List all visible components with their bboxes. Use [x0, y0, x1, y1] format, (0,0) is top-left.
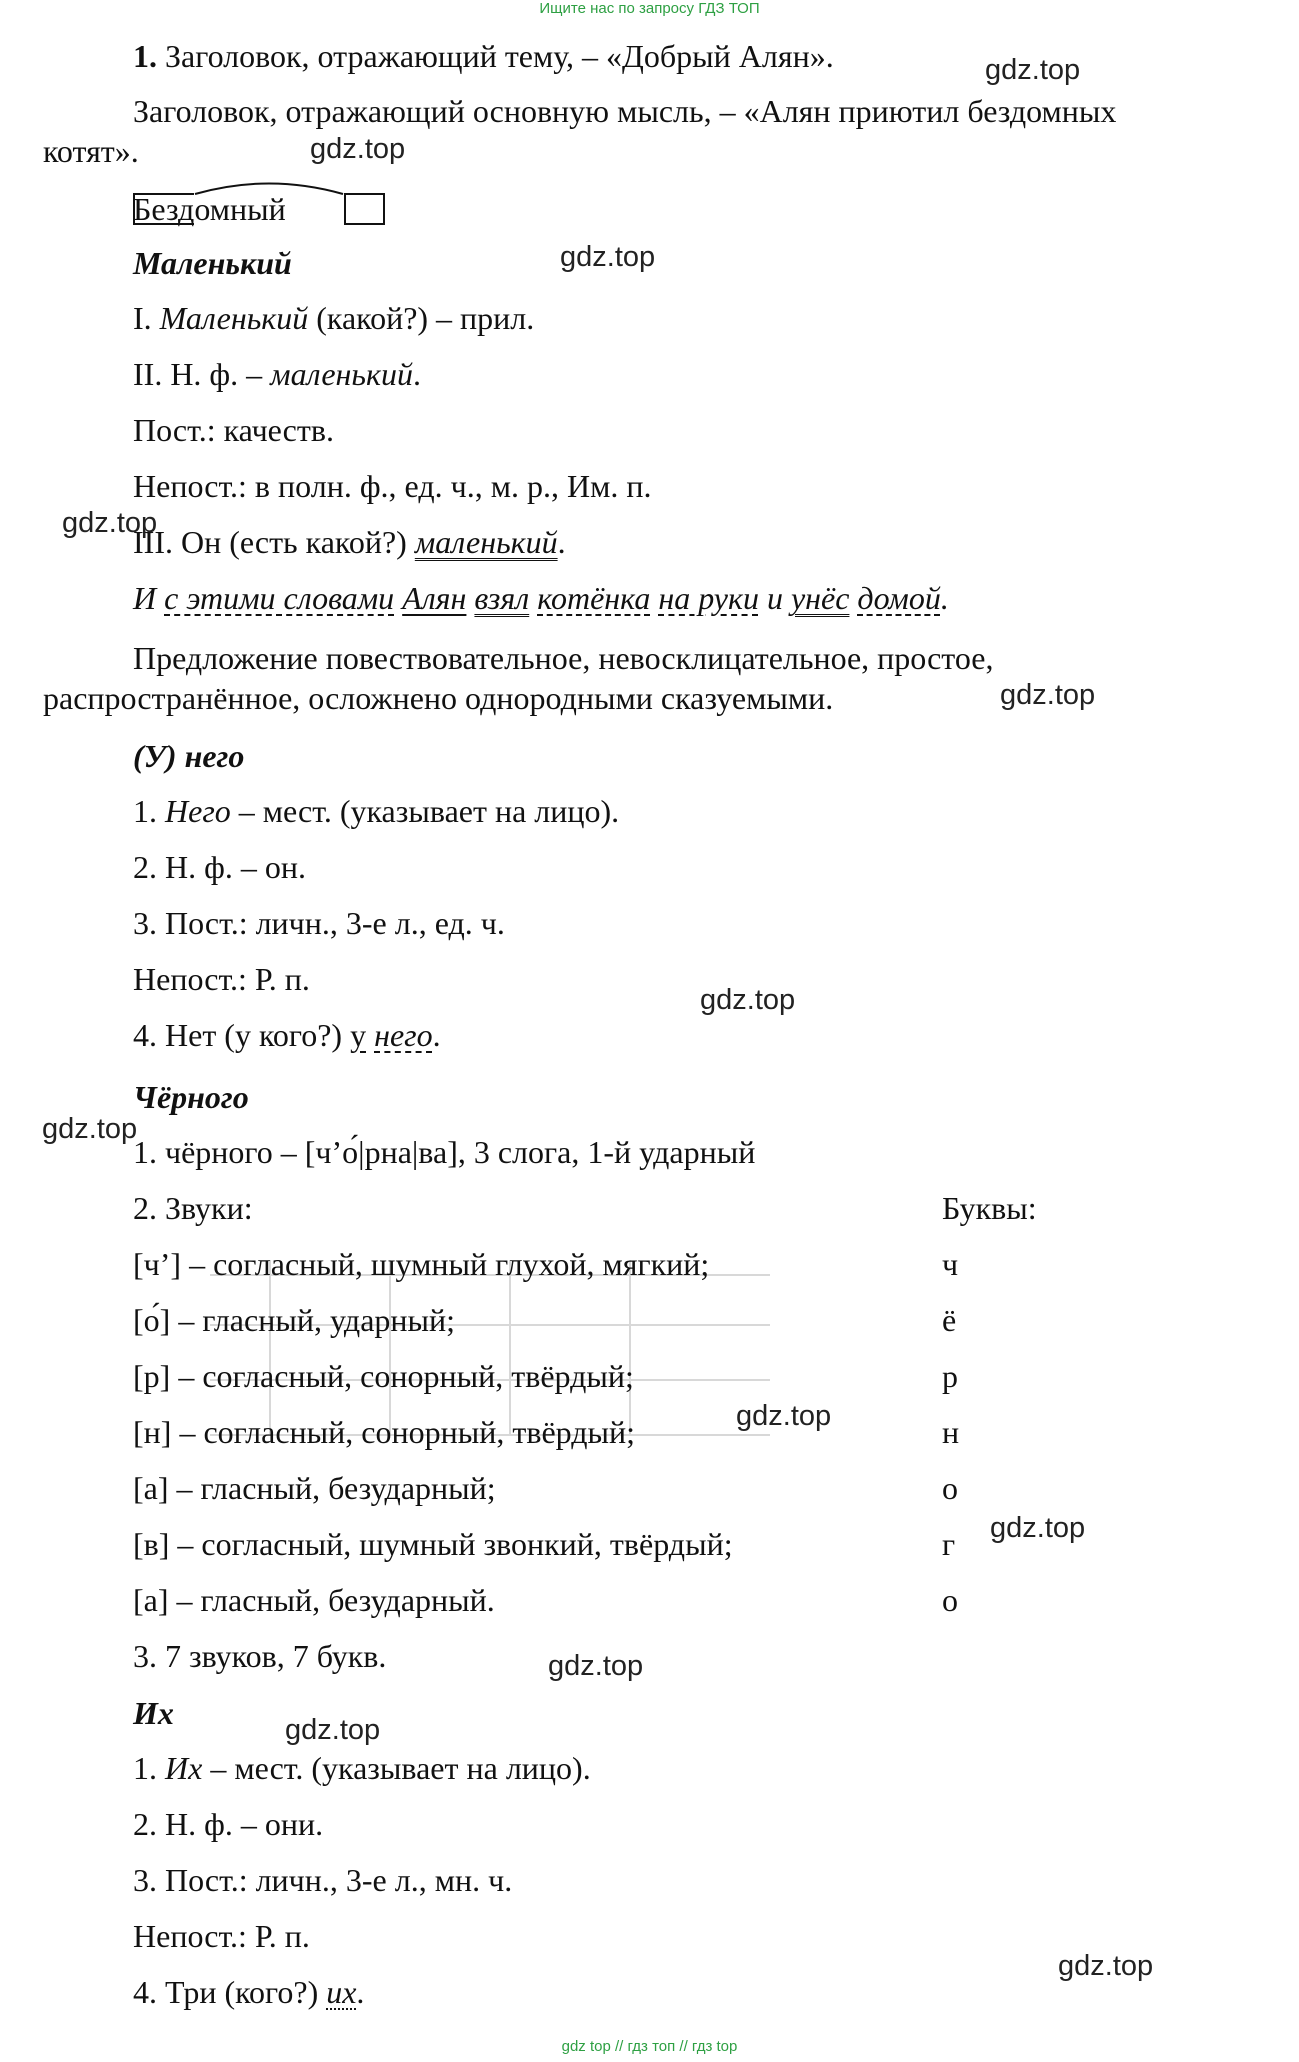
pron1-line-2: 2. Н. ф. – он. [133, 849, 306, 885]
root-arc-mark [193, 179, 345, 195]
watermark: gdz.top [310, 133, 406, 165]
pron2-line-3: 3. Пост.: личн., 3-е л., мн. ч. [133, 1862, 513, 1898]
adverbial-3: домой [857, 580, 941, 616]
adverbial-phrase: с этими словами [164, 580, 395, 616]
section-title-adj: Маленький [133, 245, 292, 281]
predicate-1: взял [474, 580, 530, 616]
adj-line-3: Пост.: качеств. [133, 412, 334, 448]
prefix: Без [133, 191, 179, 227]
letters-label: Буквы: [942, 1190, 1037, 1226]
watermark: gdz.top [1058, 1950, 1154, 1982]
root: домн [178, 191, 248, 227]
pron1-line-5: 4. Нет (у кого?) у него. [133, 1017, 441, 1053]
pron1-line-4: Непост.: Р. п. [133, 961, 310, 997]
letter-row-1: ч [942, 1246, 959, 1282]
letter-row-7: о [942, 1582, 958, 1618]
watermark: gdz.top [285, 1714, 381, 1746]
subject: Алян [402, 580, 467, 616]
watermark: gdz.top [990, 1512, 1086, 1544]
watermark: gdz.top [700, 984, 796, 1016]
pron2-line-2: 2. Н. ф. – они. [133, 1806, 324, 1842]
adj-line-5: III. Он (есть какой?) маленький. [133, 524, 566, 560]
sound-row-5: [а] – гласный, безударный; [133, 1470, 496, 1506]
intro-line-3: котят». [43, 133, 139, 169]
pron1-line-3: 3. Пост.: личн., 3-е л., ед. ч. [133, 905, 505, 941]
top-banner[interactable]: Ищите нас по запросу ГДЗ ТОП [539, 0, 760, 17]
letter-row-4: н [942, 1414, 960, 1450]
predicate-word: маленький [414, 524, 558, 560]
phon-total: 3. 7 звуков, 7 букв. [133, 1638, 387, 1674]
watermark: gdz.top [548, 1650, 644, 1682]
sound-row-1: [ч’] – согласный, шумный глухой, мягкий; [133, 1246, 710, 1282]
watermark: gdz.top [62, 507, 158, 539]
object: котёнка [537, 580, 651, 616]
sound-row-7: [а] – гласный, безударный. [133, 1582, 495, 1618]
letter-row-3: р [942, 1358, 958, 1394]
adverbial-2: на руки [658, 580, 759, 616]
predicate-2: унёс [790, 580, 850, 616]
intro-line-1: 1. Заголовок, отражающий тему, – «Добрый Алян». [133, 38, 834, 74]
pron1-line-1: 1. Него – мест. (указывает на лицо). [133, 793, 620, 829]
intro-line-2: Заголовок, отражающий основную мысль, – «Алян приютил бездомных [133, 93, 1117, 129]
adj-line-2: II. Н. ф. – маленький. [133, 356, 421, 392]
section-title-phon: Чёрного [133, 1079, 249, 1115]
morpheme-analysis [133, 189, 286, 229]
sentence-desc-2: распространённое, осложнено однородными сказуемыми. [43, 680, 834, 716]
watermark: gdz.top [985, 54, 1081, 86]
morpheme-word [133, 189, 286, 229]
letter-row-5: о [942, 1470, 958, 1506]
bottom-banner[interactable]: gdz top // гдз топ // гдз top [561, 2038, 738, 2055]
watermark: gdz.top [736, 1400, 832, 1432]
prefix-mark [133, 193, 194, 225]
task-number: 1. [133, 38, 157, 74]
sentence-desc-1: Предложение повествовательное, невосклицательное, простое, [133, 640, 994, 676]
sound-row-2: [о́] – гласный, ударный; [133, 1302, 456, 1338]
adj-line-1: I. Маленький (какой?) – прил. [133, 300, 535, 336]
watermark: gdz.top [1000, 679, 1096, 711]
object-pronoun-2: их [326, 1974, 357, 2010]
ending-mark [344, 193, 385, 225]
letter-row-6: г [942, 1526, 956, 1562]
pron2-line-5: 4. Три (кого?) их. [133, 1974, 365, 2010]
section-title-pron2: Их [133, 1695, 174, 1731]
parsed-sentence: И с этими словами Алян взял котёнка на руки и унёс домой. [133, 580, 949, 616]
sound-row-3: [р] – согласный, сонорный, твёрдый; [133, 1358, 634, 1394]
letter-row-2: ё [942, 1302, 957, 1338]
watermark: gdz.top [42, 1113, 138, 1145]
sounds-label: 2. Звуки: [133, 1190, 253, 1226]
sound-row-4: [н] – согласный, сонорный, твёрдый; [133, 1414, 636, 1450]
adj-line-4: Непост.: в полн. ф., ед. ч., м. р., Им. п. [133, 468, 652, 504]
pron2-line-1: 1. Их – мест. (указывает на лицо). [133, 1750, 591, 1786]
sound-row-6: [в] – согласный, шумный звонкий, твёрдый; [133, 1526, 733, 1562]
object-pronoun: него [374, 1017, 433, 1053]
section-title-pron1: (У) него [133, 738, 245, 774]
ending: ый [247, 191, 286, 227]
phon-line-1: 1. чёрного – [ч’о́|рна|ва], 3 слога, 1-й ударный [133, 1134, 756, 1170]
watermark: gdz.top [560, 241, 656, 273]
pron2-line-4: Непост.: Р. п. [133, 1918, 310, 1954]
